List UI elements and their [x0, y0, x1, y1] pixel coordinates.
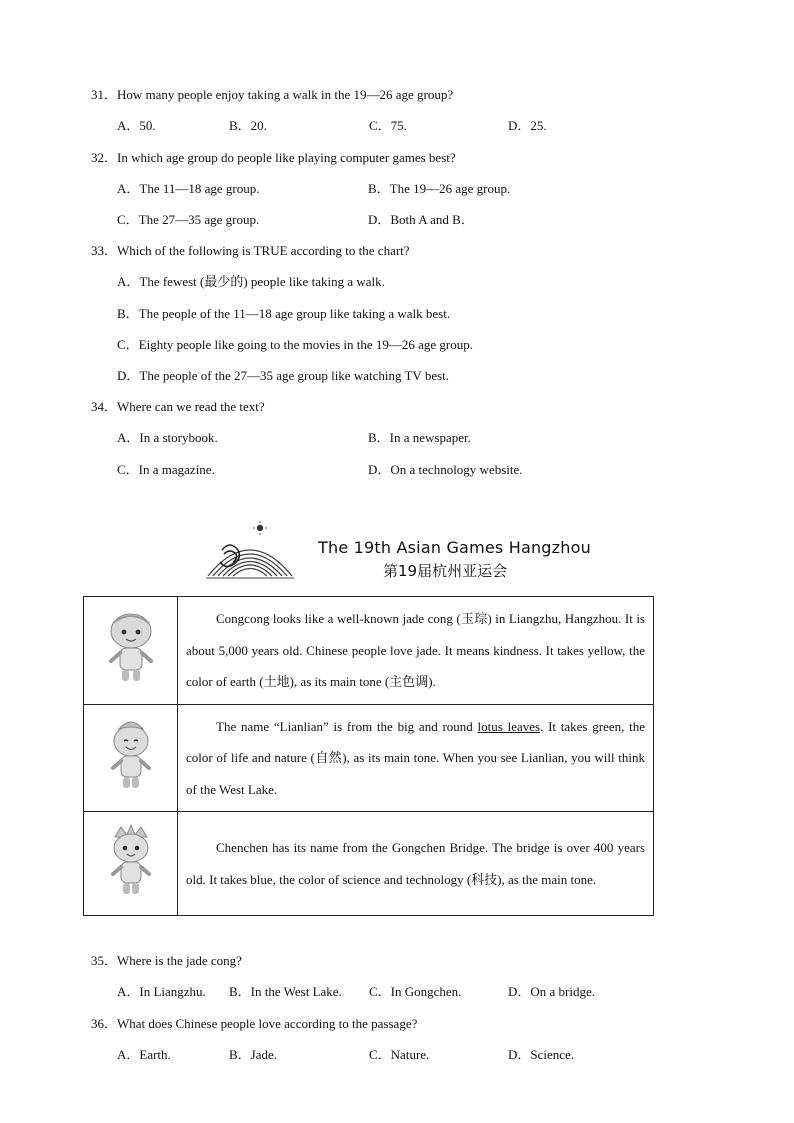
question-stem: What does Chinese people love according to the passage? — [117, 1016, 418, 1031]
option-b[interactable]: B．20. — [229, 118, 267, 133]
mascot-chenchen-icon — [101, 823, 161, 901]
question-36 — [91, 1013, 417, 1032]
question-number: 32． — [91, 150, 118, 165]
mascot-text-cont: . It takes green, the color of life and nature (自然), as its main tone. When you see Lianlian, you will think of the West Lake. — [186, 718, 645, 797]
mascot-image-cell — [84, 812, 178, 916]
underlined-phrase: lotus leaves — [477, 718, 541, 734]
option-d[interactable]: D．The people of the 27—35 age group like watching TV best. — [117, 368, 450, 383]
option-b[interactable]: B．In the West Lake. — [229, 984, 342, 999]
option-b[interactable]: B．In a newspaper. — [368, 430, 471, 445]
question-35 — [91, 950, 242, 969]
option-c[interactable]: C．The 27—35 age group. — [117, 212, 260, 227]
question-stem: Where is the jade cong? — [117, 953, 242, 968]
option-c[interactable]: C．Eighty people like going to the movies in the 19—26 age group. — [117, 337, 474, 352]
option-d[interactable]: D．25. — [508, 118, 547, 133]
option-a[interactable]: A．The fewest (最少的) people like taking a walk. — [117, 274, 385, 289]
question-31 — [91, 84, 453, 103]
option-d[interactable]: D．Both A and B． — [368, 212, 474, 227]
option-c[interactable]: C．In Gongchen. — [369, 984, 462, 999]
option-d[interactable]: D．On a technology website. — [368, 462, 523, 477]
question-number: 31． — [91, 87, 118, 102]
mascot-image-cell — [84, 597, 178, 705]
table-row — [84, 704, 654, 812]
question-stem: In which age group do people like playing computer games best? — [117, 150, 456, 165]
asian-games-banner — [200, 520, 600, 584]
mascot-table — [83, 596, 654, 916]
option-b[interactable]: B．Jade. — [229, 1047, 278, 1062]
option-b[interactable]: B．The people of the 11—18 age group like taking a walk best. — [117, 306, 451, 321]
question-33 — [91, 240, 410, 259]
mascot-congcong-icon — [101, 609, 161, 687]
mascot-text: The name “Lianlian” is from the big and round — [216, 718, 478, 734]
option-c[interactable]: C．In a magazine. — [117, 462, 215, 477]
mascot-description — [178, 704, 654, 812]
question-number: 34． — [91, 399, 118, 414]
table-row — [84, 812, 654, 916]
option-a[interactable]: A．In Liangzhu. — [117, 984, 206, 999]
mascot-text: Congcong looks like a well-known jade cong (玉琮) in Liangzhu, Hangzhou. It is about 5,000 years old. Chinese people love jade. It means kindness. It takes yellow, the color of earth (土地), as its main tone (主色调). — [186, 611, 645, 689]
mascot-description — [178, 812, 654, 916]
asian-games-logo-icon — [200, 520, 300, 584]
mascot-description — [178, 597, 654, 705]
question-34 — [91, 396, 265, 415]
mascot-text: Chenchen has its name from the Gongchen Bridge. The bridge is over 400 years old. It takes blue, the color of science and technology (科技), as the main tone. — [186, 840, 645, 887]
option-a[interactable]: A．In a storybook. — [117, 430, 218, 445]
question-stem: Where can we read the text? — [117, 399, 265, 414]
banner-title-en: The 19th Asian Games Hangzhou — [318, 538, 591, 557]
question-32 — [91, 147, 456, 166]
option-d[interactable]: D．Science. — [508, 1047, 575, 1062]
option-d[interactable]: D．On a bridge. — [508, 984, 596, 999]
question-number: 35． — [91, 953, 118, 968]
option-a[interactable]: A．The 11—18 age group. — [117, 181, 260, 196]
table-row — [84, 597, 654, 705]
option-c[interactable]: C．75. — [369, 118, 407, 133]
mascot-image-cell — [84, 704, 178, 812]
option-b[interactable]: B．The 19—26 age group. — [368, 181, 511, 196]
question-stem: Which of the following is TRUE according to the chart? — [117, 243, 410, 258]
mascot-lianlian-icon — [101, 717, 161, 795]
option-a[interactable]: A．Earth. — [117, 1047, 171, 1062]
option-c[interactable]: C．Nature. — [369, 1047, 430, 1062]
banner-title-cn: 第19届杭州亚运会 — [383, 562, 508, 580]
option-a[interactable]: A．50. — [117, 118, 156, 133]
question-number: 36． — [91, 1016, 118, 1031]
question-stem: How many people enjoy taking a walk in the 19—26 age group? — [117, 87, 454, 102]
question-number: 33． — [91, 243, 118, 258]
